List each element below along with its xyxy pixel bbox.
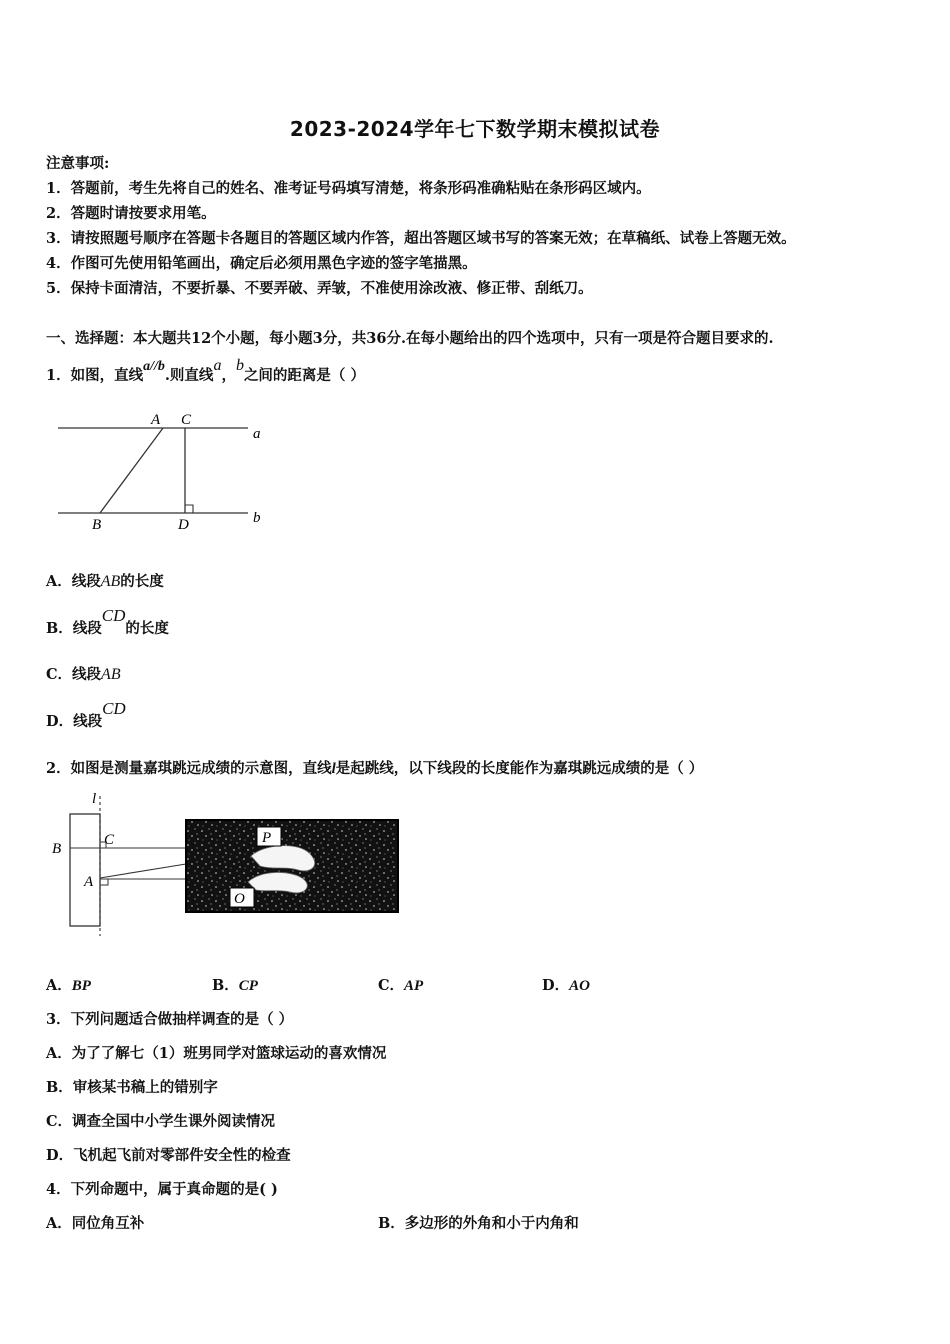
q2-option-d[interactable]: D．AO — [542, 977, 590, 994]
label-b: b — [253, 510, 261, 526]
q4-option-b[interactable]: B．多边形的外角和小于内角和 — [378, 1215, 579, 1232]
label-a: a — [253, 426, 261, 442]
notice-heading: 注意事项: — [46, 155, 110, 172]
label-B: B — [52, 841, 62, 857]
label-C: C — [181, 412, 192, 428]
q2-option-c[interactable]: C．AP — [378, 977, 424, 994]
label-O: O — [234, 891, 245, 907]
q3-option-a[interactable]: A．为了了解七（1）班男同学对篮球运动的喜欢情况 — [46, 1045, 387, 1062]
q3-option-c[interactable]: C．调查全国中小学生课外阅读情况 — [46, 1113, 276, 1130]
label-P: P — [262, 830, 272, 846]
notice-item: 3．请按照题号顺序在答题卡各题目的答题区域内作答，超出答题区域书写的答案无效；在草稿纸、试卷上答题无效。 — [46, 230, 796, 247]
section-heading: 一、选择题：本大题共12个小题，每小题3分，共36分.在每小题给出的四个选项中，只有一项是符合题目要求的. — [46, 330, 774, 347]
q1-figure-parallel-lines — [50, 405, 280, 535]
q1-option-b[interactable]: B．线段CD的长度 — [46, 606, 169, 637]
label-D: D — [178, 517, 189, 533]
question-3-stem: 3．下列问题适合做抽样调查的是（ ） — [46, 1011, 294, 1028]
q1-option-a[interactable]: A．线段AB的长度 — [46, 573, 164, 590]
q2-option-b[interactable]: B．CP — [212, 977, 258, 994]
q1-option-d[interactable]: D．线段CD — [46, 699, 126, 730]
page-title: 2023-2024学年七下数学期末模拟试卷 — [289, 117, 661, 141]
label-A: A — [151, 412, 161, 428]
label-C: C — [104, 832, 115, 848]
question-1-stem: 1．如图，直线a//b.则直线a，b之间的距离是（ ） — [46, 357, 365, 384]
q4-option-a[interactable]: A．同位角互补 — [46, 1215, 145, 1232]
label-A: A — [84, 874, 94, 890]
notice-item: 2．答题时请按要求用笔。 — [46, 205, 216, 222]
question-4-stem: 4．下列命题中，属于真命题的是( ) — [46, 1181, 278, 1198]
q3-option-b[interactable]: B．审核某书稿上的错别字 — [46, 1079, 218, 1096]
label-B: B — [92, 517, 102, 533]
notice-item: 4．作图可先使用铅笔画出，确定后必须用黑色字迹的签字笔描黑。 — [46, 255, 477, 272]
q2-option-a[interactable]: A．BP — [46, 977, 91, 994]
q2-figure-long-jump — [46, 786, 406, 942]
notice-item: 5．保持卡面清洁，不要折暴、不要弄破、弄皱，不准使用涂改液、修正带、刮纸刀。 — [46, 280, 593, 297]
q1-option-c[interactable]: C．线段AB — [46, 666, 121, 683]
condition-a-parallel-b: a//b — [143, 359, 165, 374]
notice-item: 1．答题前，考生先将自己的姓名、准考证号码填写清楚，将条形码准确粘贴在条形码区域内。 — [46, 180, 651, 197]
q3-option-d[interactable]: D．飞机起飞前对零部件安全性的检查 — [46, 1147, 291, 1164]
label-l: l — [92, 791, 97, 807]
question-2-stem: 2．如图是测量嘉琪跳远成绩的示意图，直线l是起跳线，以下线段的长度能作为嘉琪跳远成绩的是（ ） — [46, 760, 704, 777]
